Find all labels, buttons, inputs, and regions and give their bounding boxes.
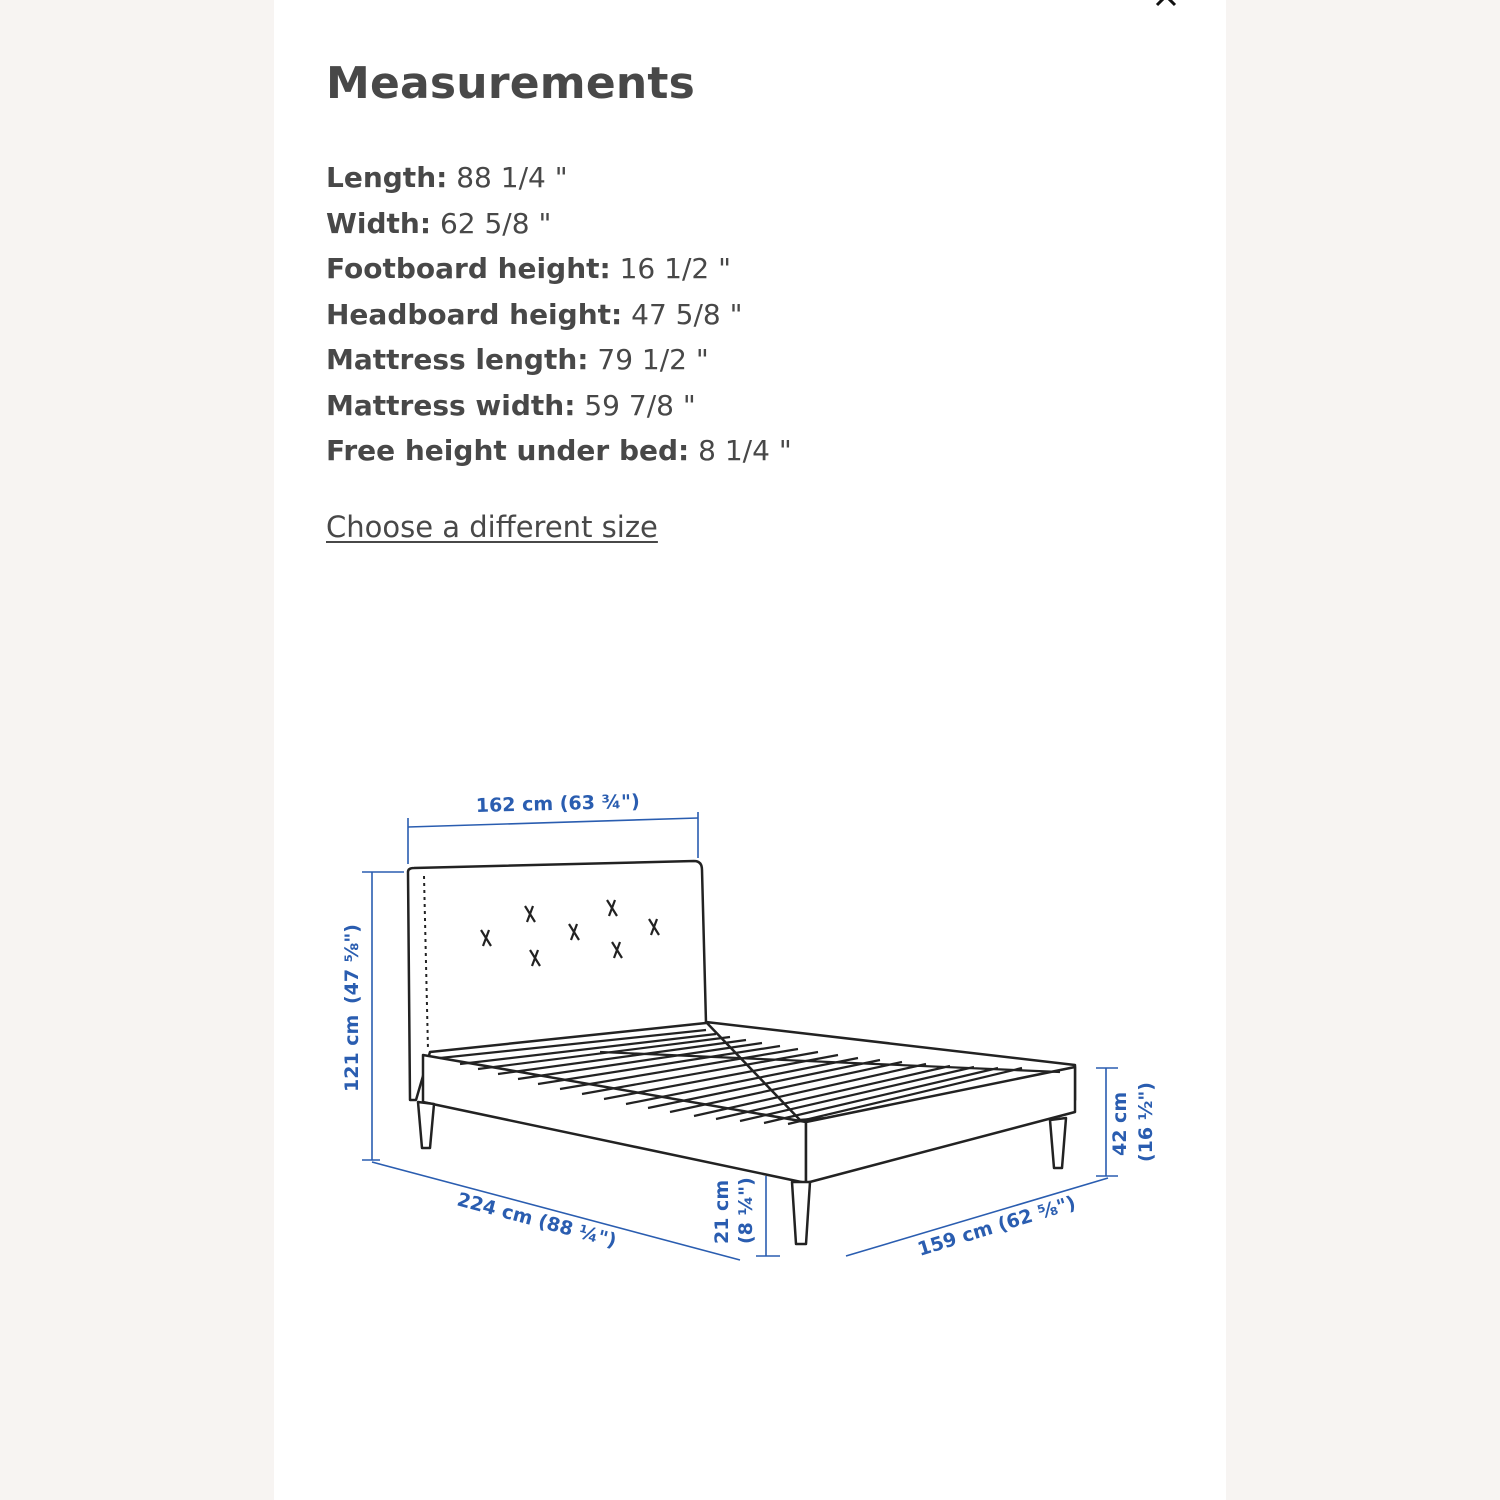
dim-clearance-in: (8 ¼") xyxy=(735,1177,757,1244)
page-title: Measurements xyxy=(326,58,696,109)
spec-width: Width: 62 5/8 " xyxy=(326,206,552,240)
spec-footboard-height: Footboard height: 16 1/2 " xyxy=(326,252,731,285)
dim-headboard-height-in: (47 ⅝") xyxy=(341,924,363,1004)
spec-mattress-width: Mattress width: 59 7/8 " xyxy=(326,388,696,422)
dim-length: 224 cm (88 ¼") xyxy=(454,1188,619,1253)
spec-mattress-length: Mattress length: 79 1/2 " xyxy=(326,343,709,376)
leg-front-left xyxy=(418,1102,434,1148)
dim-clearance-cm: 21 cm xyxy=(711,1179,733,1244)
dim-top-width: 162 cm (63 ¾") xyxy=(475,790,641,817)
choose-size-link[interactable]: Choose a different size xyxy=(326,510,658,544)
dim-headboard-height-cm: 121 cm xyxy=(341,1014,363,1092)
spec-headboard-height: Headboard height: 47 5/8 " xyxy=(326,297,743,331)
spec-length: Length: 88 1/4 " xyxy=(326,161,568,194)
leg-front-right xyxy=(792,1182,810,1244)
spec-free-height-under-bed: Free height under bed: 8 1/4 " xyxy=(326,434,792,467)
dim-footboard-height-cm: 42 cm xyxy=(1109,1091,1131,1156)
leg-back-right xyxy=(1050,1118,1066,1168)
dim-footboard-height-in: (16 ½") xyxy=(1135,1082,1157,1162)
dim-width: 159 cm (62 ⅝") xyxy=(915,1191,1079,1261)
